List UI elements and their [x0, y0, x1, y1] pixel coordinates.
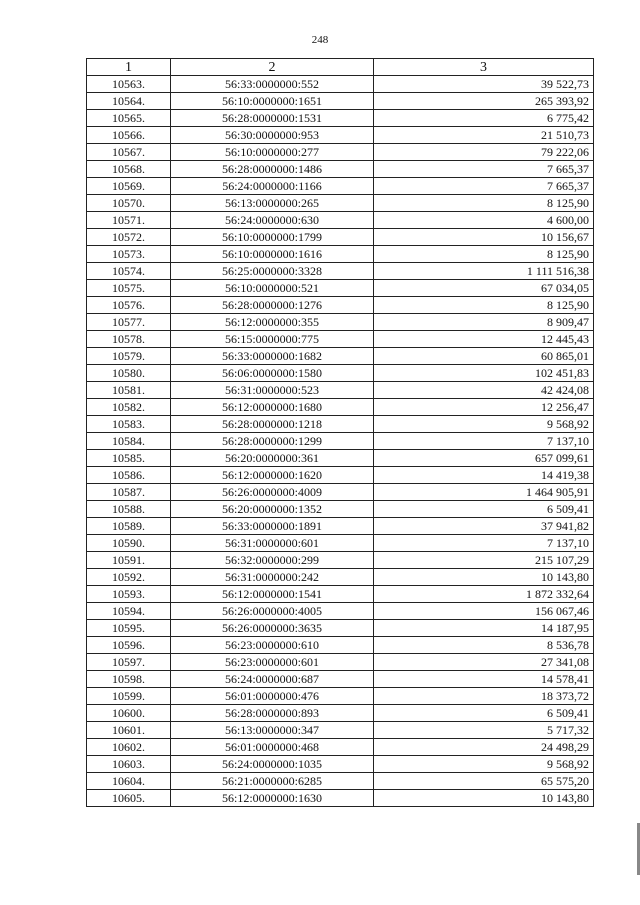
row-number-cell: 10605.	[87, 790, 171, 807]
cadastral-number-cell: 56:10:0000000:1651	[171, 93, 374, 110]
row-number-cell: 10589.	[87, 518, 171, 535]
row-number-cell: 10565.	[87, 110, 171, 127]
cadastral-number-cell: 56:31:0000000:601	[171, 535, 374, 552]
cadastral-number-cell: 56:15:0000000:775	[171, 331, 374, 348]
table-row	[87, 348, 594, 365]
cadastral-number-cell: 56:32:0000000:299	[171, 552, 374, 569]
row-number-cell: 10567.	[87, 144, 171, 161]
cadastral-number-cell: 56:12:0000000:1620	[171, 467, 374, 484]
table-row	[87, 280, 594, 297]
table-header	[87, 59, 594, 76]
value-cell: 10 143,80	[374, 569, 594, 586]
row-number-cell: 10580.	[87, 365, 171, 382]
row-number-cell: 10576.	[87, 297, 171, 314]
row-number-cell: 10571.	[87, 212, 171, 229]
table-row	[87, 314, 594, 331]
row-number-cell: 10579.	[87, 348, 171, 365]
value-cell: 60 865,01	[374, 348, 594, 365]
value-cell: 8 536,78	[374, 637, 594, 654]
cadastral-number-cell: 56:26:0000000:3635	[171, 620, 374, 637]
row-number-cell: 10582.	[87, 399, 171, 416]
column-header-1: 1	[87, 59, 171, 76]
table-row	[87, 688, 594, 705]
row-number-cell: 10597.	[87, 654, 171, 671]
table-row	[87, 416, 594, 433]
table-row	[87, 331, 594, 348]
value-cell: 215 107,29	[374, 552, 594, 569]
value-cell: 24 498,29	[374, 739, 594, 756]
row-number-cell: 10596.	[87, 637, 171, 654]
value-cell: 12 445,43	[374, 331, 594, 348]
row-number-cell: 10598.	[87, 671, 171, 688]
table-row	[87, 586, 594, 603]
value-cell: 12 256,47	[374, 399, 594, 416]
cadastral-number-cell: 56:31:0000000:242	[171, 569, 374, 586]
table-row	[87, 671, 594, 688]
cadastral-number-cell: 56:30:0000000:953	[171, 127, 374, 144]
cadastral-number-cell: 56:28:0000000:1531	[171, 110, 374, 127]
table-row	[87, 178, 594, 195]
cadastral-number-cell: 56:24:0000000:1166	[171, 178, 374, 195]
table-row	[87, 93, 594, 110]
row-number-cell: 10588.	[87, 501, 171, 518]
cadastral-number-cell: 56:26:0000000:4009	[171, 484, 374, 501]
value-cell: 14 419,38	[374, 467, 594, 484]
table-row	[87, 637, 594, 654]
cadastral-number-cell: 56:10:0000000:1616	[171, 246, 374, 263]
row-number-cell: 10590.	[87, 535, 171, 552]
cadastral-number-cell: 56:25:0000000:3328	[171, 263, 374, 280]
row-number-cell: 10603.	[87, 756, 171, 773]
row-number-cell: 10583.	[87, 416, 171, 433]
table-row	[87, 161, 594, 178]
cadastral-number-cell: 56:28:0000000:893	[171, 705, 374, 722]
table-row	[87, 722, 594, 739]
value-cell: 1 464 905,91	[374, 484, 594, 501]
column-header-2: 2	[171, 59, 374, 76]
value-cell: 8 125,90	[374, 297, 594, 314]
value-cell: 67 034,05	[374, 280, 594, 297]
table-row	[87, 756, 594, 773]
cadastral-number-cell: 56:33:0000000:1891	[171, 518, 374, 535]
row-number-cell: 10601.	[87, 722, 171, 739]
cadastral-number-cell: 56:26:0000000:4005	[171, 603, 374, 620]
value-cell: 156 067,46	[374, 603, 594, 620]
value-cell: 7 665,37	[374, 161, 594, 178]
value-cell: 37 941,82	[374, 518, 594, 535]
value-cell: 39 522,73	[374, 76, 594, 93]
column-header-3: 3	[374, 59, 594, 76]
table-row	[87, 76, 594, 93]
row-number-cell: 10566.	[87, 127, 171, 144]
row-number-cell: 10581.	[87, 382, 171, 399]
row-number-cell: 10574.	[87, 263, 171, 280]
row-number-cell: 10604.	[87, 773, 171, 790]
value-cell: 14 578,41	[374, 671, 594, 688]
cadastral-number-cell: 56:12:0000000:1630	[171, 790, 374, 807]
cadastral-number-cell: 56:21:0000000:6285	[171, 773, 374, 790]
value-cell: 79 222,06	[374, 144, 594, 161]
row-number-cell: 10564.	[87, 93, 171, 110]
value-cell: 42 424,08	[374, 382, 594, 399]
header-row	[87, 59, 594, 76]
cadastral-number-cell: 56:31:0000000:523	[171, 382, 374, 399]
row-number-cell: 10584.	[87, 433, 171, 450]
table-row	[87, 127, 594, 144]
value-cell: 6 509,41	[374, 501, 594, 518]
cadastral-number-cell: 56:12:0000000:355	[171, 314, 374, 331]
cadastral-number-cell: 56:13:0000000:347	[171, 722, 374, 739]
value-cell: 9 568,92	[374, 416, 594, 433]
value-cell: 10 156,67	[374, 229, 594, 246]
table-row	[87, 229, 594, 246]
cadastral-number-cell: 56:28:0000000:1299	[171, 433, 374, 450]
row-number-cell: 10577.	[87, 314, 171, 331]
cadastral-number-cell: 56:10:0000000:277	[171, 144, 374, 161]
value-cell: 21 510,73	[374, 127, 594, 144]
cadastral-number-cell: 56:20:0000000:361	[171, 450, 374, 467]
row-number-cell: 10572.	[87, 229, 171, 246]
value-cell: 657 099,61	[374, 450, 594, 467]
cadastral-number-cell: 56:28:0000000:1276	[171, 297, 374, 314]
cadastral-number-cell: 56:20:0000000:1352	[171, 501, 374, 518]
value-cell: 7 137,10	[374, 535, 594, 552]
row-number-cell: 10573.	[87, 246, 171, 263]
cadastral-number-cell: 56:23:0000000:601	[171, 654, 374, 671]
table-row	[87, 110, 594, 127]
row-number-cell: 10591.	[87, 552, 171, 569]
cadastral-number-cell: 56:13:0000000:265	[171, 195, 374, 212]
cadastral-number-cell: 56:33:0000000:1682	[171, 348, 374, 365]
cadastral-number-cell: 56:12:0000000:1541	[171, 586, 374, 603]
table-row	[87, 365, 594, 382]
row-number-cell: 10592.	[87, 569, 171, 586]
value-cell: 8 125,90	[374, 195, 594, 212]
value-cell: 14 187,95	[374, 620, 594, 637]
cadastral-number-cell: 56:10:0000000:1799	[171, 229, 374, 246]
cadastral-number-cell: 56:10:0000000:521	[171, 280, 374, 297]
cadastral-number-cell: 56:24:0000000:687	[171, 671, 374, 688]
cadastral-number-cell: 56:24:0000000:630	[171, 212, 374, 229]
table-row	[87, 518, 594, 535]
row-number-cell: 10575.	[87, 280, 171, 297]
row-number-cell: 10594.	[87, 603, 171, 620]
row-number-cell: 10587.	[87, 484, 171, 501]
row-number-cell: 10602.	[87, 739, 171, 756]
value-cell: 5 717,32	[374, 722, 594, 739]
cadastral-number-cell: 56:01:0000000:468	[171, 739, 374, 756]
value-cell: 102 451,83	[374, 365, 594, 382]
value-cell: 8 125,90	[374, 246, 594, 263]
table-row	[87, 603, 594, 620]
value-cell: 1 111 516,38	[374, 263, 594, 280]
table-row	[87, 535, 594, 552]
value-cell: 265 393,92	[374, 93, 594, 110]
value-cell: 10 143,80	[374, 790, 594, 807]
row-number-cell: 10568.	[87, 161, 171, 178]
row-number-cell: 10595.	[87, 620, 171, 637]
value-cell: 18 373,72	[374, 688, 594, 705]
cadastral-number-cell: 56:28:0000000:1218	[171, 416, 374, 433]
table-row	[87, 246, 594, 263]
value-cell: 7 137,10	[374, 433, 594, 450]
value-cell: 6 509,41	[374, 705, 594, 722]
row-number-cell: 10593.	[87, 586, 171, 603]
row-number-cell: 10570.	[87, 195, 171, 212]
value-cell: 65 575,20	[374, 773, 594, 790]
row-number-cell: 10585.	[87, 450, 171, 467]
value-cell: 8 909,47	[374, 314, 594, 331]
row-number-cell: 10578.	[87, 331, 171, 348]
table-row	[87, 297, 594, 314]
cadastral-number-cell: 56:23:0000000:610	[171, 637, 374, 654]
row-number-cell: 10563.	[87, 76, 171, 93]
table-row	[87, 399, 594, 416]
page-number: 248	[311, 34, 329, 46]
cadastral-number-cell: 56:12:0000000:1680	[171, 399, 374, 416]
cadastral-number-cell: 56:01:0000000:476	[171, 688, 374, 705]
table-row	[87, 773, 594, 790]
table-row	[87, 212, 594, 229]
row-number-cell: 10569.	[87, 178, 171, 195]
table-row	[87, 654, 594, 671]
value-cell: 4 600,00	[374, 212, 594, 229]
row-number-cell: 10586.	[87, 467, 171, 484]
table-body	[87, 76, 594, 807]
table-row	[87, 501, 594, 518]
table-row	[87, 195, 594, 212]
cadastral-number-cell: 56:06:0000000:1580	[171, 365, 374, 382]
table-row	[87, 620, 594, 637]
data-table	[86, 58, 594, 807]
table-row	[87, 569, 594, 586]
row-number-cell: 10600.	[87, 705, 171, 722]
table-row	[87, 450, 594, 467]
table-row	[87, 484, 594, 501]
table-row	[87, 467, 594, 484]
value-cell: 9 568,92	[374, 756, 594, 773]
table-row	[87, 382, 594, 399]
table-row	[87, 705, 594, 722]
value-cell: 7 665,37	[374, 178, 594, 195]
table-row	[87, 433, 594, 450]
table-row	[87, 790, 594, 807]
value-cell: 6 775,42	[374, 110, 594, 127]
table-row	[87, 144, 594, 161]
row-number-cell: 10599.	[87, 688, 171, 705]
table-row	[87, 552, 594, 569]
cadastral-number-cell: 56:24:0000000:1035	[171, 756, 374, 773]
value-cell: 27 341,08	[374, 654, 594, 671]
table-row	[87, 263, 594, 280]
table-row	[87, 739, 594, 756]
cadastral-number-cell: 56:28:0000000:1486	[171, 161, 374, 178]
cadastral-number-cell: 56:33:0000000:552	[171, 76, 374, 93]
value-cell: 1 872 332,64	[374, 586, 594, 603]
